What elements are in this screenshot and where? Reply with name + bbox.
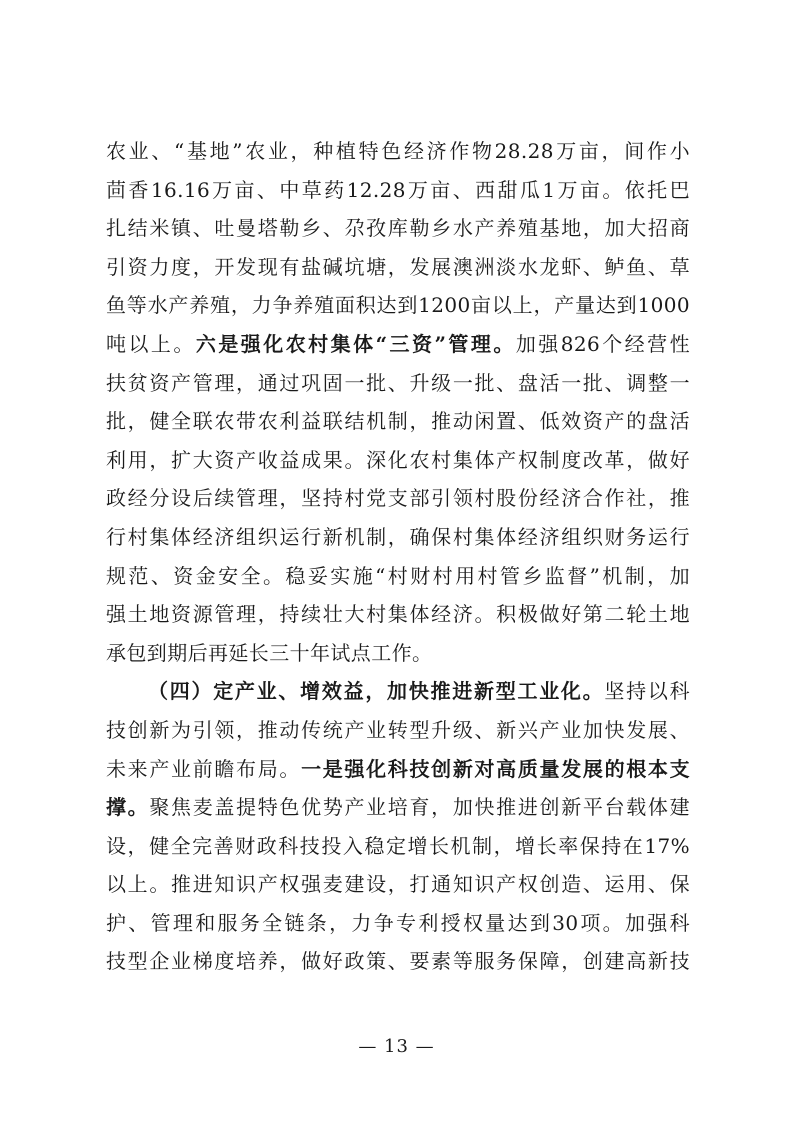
bold-heading-run: 撑。: [106, 795, 150, 820]
text-line-17: [106, 750, 690, 789]
text-line-5: 鱼等水产养殖，力争养殖面积达到1200亩以上，产量达到1000: [106, 293, 690, 318]
text-run: 坚持以科: [604, 679, 690, 704]
document-body: [106, 132, 690, 981]
text-line-14: 承包到期后再延长三十年试点工作。: [106, 640, 433, 665]
text-line-21: 护、管理和服务全链条，力争专利授权量达到30项。加强科: [106, 910, 690, 935]
text-line-16: 技创新为引领，推动传统产业转型升级、新兴产业加快发展、: [106, 717, 690, 742]
text-line-11: 行村集体经济组织运行新机制，确保村集体经济组织财务运行: [106, 524, 690, 549]
text-line-10: 政经分设后续管理，坚持村党支部引领村股份经济合作社，推: [106, 486, 690, 511]
text-line-4: 引资力度，开发现有盐碱坑塘，发展澳洲淡水龙虾、鲈鱼、草: [106, 254, 690, 279]
text-line-1: 农业、“基地”农业，种植特色经济作物28.28万亩，间作小: [106, 139, 690, 163]
bold-heading-run: 一是强化科技创新对高质量发展的根本支: [301, 756, 690, 781]
text-line-18: [106, 788, 690, 827]
text-line-8: 批，健全联农带农利益联结机制，推动闲置、低效资产的盘活: [106, 409, 690, 434]
text-run: 聚焦麦盖提特色优势产业培育，加快推进创新平台载体建: [149, 795, 690, 820]
text-line-15: [106, 672, 690, 711]
text-line-19: 设，健全完善财政科技投入稳定增长机制，增长率保持在17%: [106, 833, 690, 858]
text-run: 吨以上。: [106, 331, 196, 356]
text-line-6: [106, 325, 690, 364]
text-line-7: 扶贫资产管理，通过巩固一批、升级一批、盘活一批、调整一: [106, 370, 690, 395]
text-line-13: 强土地资源管理，持续壮大村集体经济。积极做好第二轮土地: [106, 602, 690, 627]
text-line-20: 以上。推进知识产权强麦建设，打通知识产权创造、运用、保: [106, 872, 690, 897]
text-line-9: 利用，扩大资产收益成果。深化农村集体产权制度改革，做好: [106, 447, 690, 472]
text-line-2: 茴香16.16万亩、中草药12.28万亩、西甜瓜1万亩。依托巴: [106, 177, 690, 202]
text-line-12: 规范、资金安全。稳妥实施“村财村用村管乡监督”机制，加: [106, 563, 690, 588]
text-run: 加强826个经营性: [515, 331, 690, 356]
page-number: — 13 —: [358, 1036, 435, 1057]
bold-heading-run: 六是强化农村集体“三资”管理。: [195, 331, 516, 356]
bold-heading-run: （四）定产业、增效益，加快推进新型工业化。: [148, 679, 605, 704]
text-run: 未来产业前瞻布局。: [106, 756, 302, 781]
text-line-3: 扎结米镇、吐曼塔勒乡、尕孜库勒乡水产养殖基地，加大招商: [106, 216, 690, 241]
text-line-22: 技型企业梯度培养，做好政策、要素等服务保障，创建高新技: [106, 949, 690, 974]
